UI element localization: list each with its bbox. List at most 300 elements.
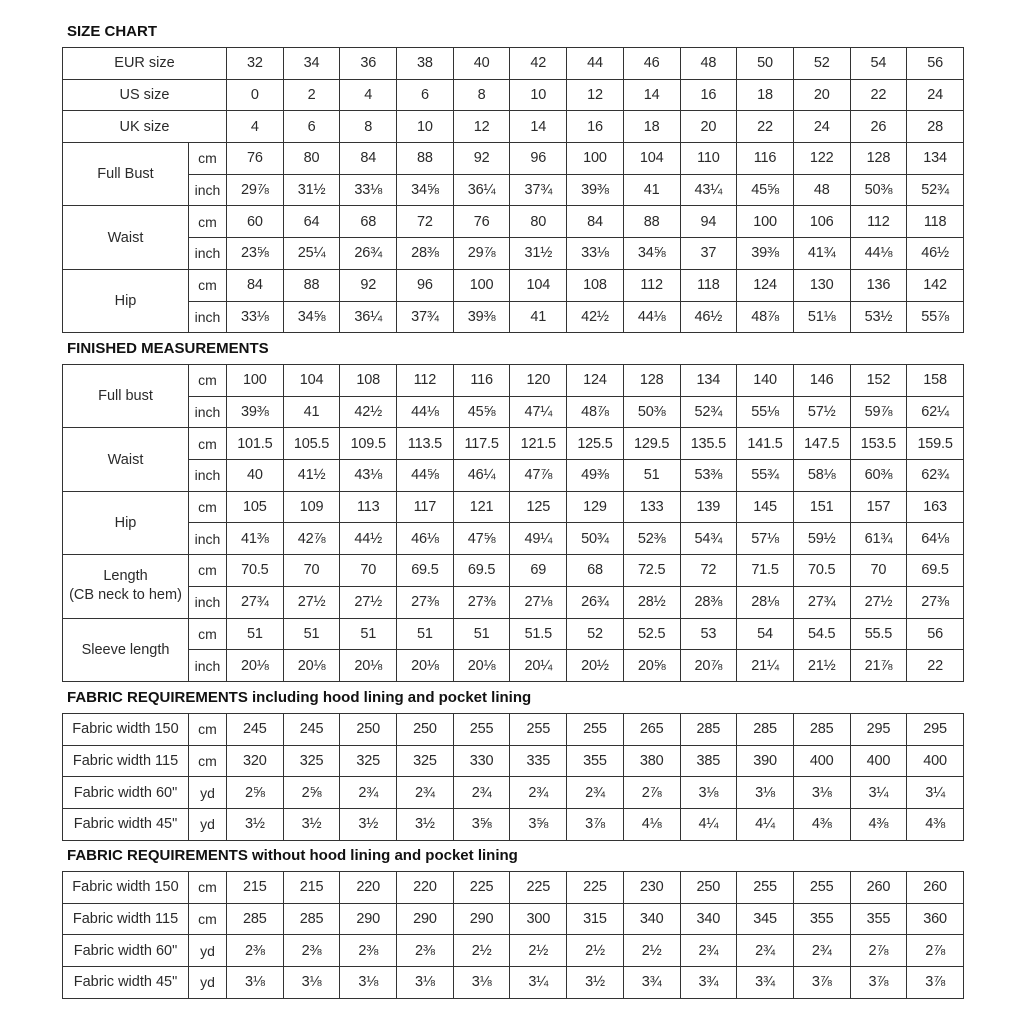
value-cell: 26	[850, 111, 907, 143]
value-cell: 390	[737, 745, 794, 777]
value-cell: 45⅝	[737, 174, 794, 206]
value-cell: 245	[227, 714, 284, 746]
unit-cell: cm	[189, 555, 227, 587]
value-cell: 54	[737, 618, 794, 650]
value-cell: 2½	[623, 935, 680, 967]
value-cell: 118	[680, 269, 737, 301]
measurement-label	[63, 206, 189, 269]
value-cell: 50	[737, 48, 794, 80]
value-cell: 43⅛	[340, 460, 397, 492]
value-cell: 59⅞	[850, 396, 907, 428]
value-cell: 255	[510, 714, 567, 746]
value-cell: 31½	[510, 238, 567, 270]
value-cell: 36	[340, 48, 397, 80]
value-cell: 55⅛	[737, 396, 794, 428]
value-cell: 20⅛	[340, 650, 397, 682]
value-cell: 3⅞	[907, 967, 964, 999]
value-cell: 100	[567, 143, 624, 175]
value-cell: 2¾	[340, 777, 397, 809]
value-cell: 55⅞	[907, 301, 964, 333]
value-cell: 42½	[567, 301, 624, 333]
value-cell: 41	[283, 396, 340, 428]
value-cell: 325	[340, 745, 397, 777]
value-cell: 105.5	[283, 428, 340, 460]
value-cell: 62¼	[907, 396, 964, 428]
value-cell: 146	[793, 365, 850, 397]
value-cell: 28⅜	[680, 586, 737, 618]
value-cell: 42	[510, 48, 567, 80]
table-row	[63, 903, 964, 935]
value-cell: 57⅛	[737, 523, 794, 555]
value-cell: 250	[680, 872, 737, 904]
value-cell: 52	[567, 618, 624, 650]
value-cell: 335	[510, 745, 567, 777]
table-row	[63, 967, 964, 999]
value-cell: 3½	[567, 967, 624, 999]
value-cell: 42⅞	[283, 523, 340, 555]
value-cell: 69.5	[907, 555, 964, 587]
value-cell: 3½	[397, 809, 454, 841]
table-row	[63, 714, 964, 746]
value-cell: 104	[510, 269, 567, 301]
value-cell: 46½	[907, 238, 964, 270]
value-cell: 2½	[453, 935, 510, 967]
value-cell: 157	[850, 491, 907, 523]
value-cell: 50⅜	[850, 174, 907, 206]
value-cell: 28	[907, 111, 964, 143]
value-cell: 255	[737, 872, 794, 904]
value-cell: 52¾	[680, 396, 737, 428]
table-row	[63, 269, 964, 301]
value-cell: 39⅜	[453, 301, 510, 333]
value-cell: 27½	[340, 586, 397, 618]
value-cell: 285	[227, 903, 284, 935]
value-cell: 4¼	[680, 809, 737, 841]
value-cell: 84	[340, 143, 397, 175]
value-cell: 3⅛	[737, 777, 794, 809]
value-cell: 31½	[283, 174, 340, 206]
value-cell: 2⅝	[227, 777, 284, 809]
table-row	[63, 555, 964, 587]
value-cell: 158	[907, 365, 964, 397]
value-cell: 41	[623, 174, 680, 206]
value-cell: 39⅜	[567, 174, 624, 206]
value-cell: 33⅛	[340, 174, 397, 206]
measurement-label	[63, 428, 189, 491]
unit-cell: inch	[189, 523, 227, 555]
value-cell: 290	[397, 903, 454, 935]
value-cell: 110	[680, 143, 737, 175]
value-cell: 151	[793, 491, 850, 523]
value-cell: 47⅝	[453, 523, 510, 555]
value-cell: 3⅛	[793, 777, 850, 809]
value-cell: 320	[227, 745, 284, 777]
value-cell: 113.5	[397, 428, 454, 460]
table-row	[63, 491, 964, 523]
measurement-label-text: Full bust	[98, 388, 153, 405]
table-row	[63, 48, 964, 80]
value-cell: 245	[283, 714, 340, 746]
value-cell: 44	[567, 48, 624, 80]
value-cell: 52⅜	[623, 523, 680, 555]
value-cell: 54.5	[793, 618, 850, 650]
value-cell: 117.5	[453, 428, 510, 460]
unit-cell: cm	[189, 491, 227, 523]
value-cell: 220	[397, 872, 454, 904]
value-cell: 108	[567, 269, 624, 301]
value-cell: 22	[850, 79, 907, 111]
value-cell: 76	[227, 143, 284, 175]
value-cell: 255	[793, 872, 850, 904]
value-cell: 20⅞	[680, 650, 737, 682]
value-cell: 3⅞	[567, 809, 624, 841]
value-cell: 285	[680, 714, 737, 746]
value-cell: 20⅛	[283, 650, 340, 682]
value-cell: 44⅛	[850, 238, 907, 270]
value-cell: 20½	[567, 650, 624, 682]
value-cell: 21½	[793, 650, 850, 682]
value-cell: 44⅛	[623, 301, 680, 333]
value-cell: 46⅛	[397, 523, 454, 555]
value-cell: 130	[793, 269, 850, 301]
value-cell: 12	[453, 111, 510, 143]
fabric-width-label: Fabric width 115	[63, 745, 189, 777]
fabric-with-lining-table	[62, 713, 964, 841]
value-cell: 39⅜	[737, 238, 794, 270]
value-cell: 55¾	[737, 460, 794, 492]
value-cell: 122	[793, 143, 850, 175]
value-cell: 0	[227, 79, 284, 111]
value-cell: 60⅜	[850, 460, 907, 492]
value-cell: 24	[907, 79, 964, 111]
value-cell: 12	[567, 79, 624, 111]
value-cell: 400	[907, 745, 964, 777]
value-cell: 92	[340, 269, 397, 301]
value-cell: 128	[850, 143, 907, 175]
value-cell: 28⅛	[737, 586, 794, 618]
value-cell: 2¾	[793, 935, 850, 967]
value-cell: 69.5	[397, 555, 454, 587]
value-cell: 18	[737, 79, 794, 111]
value-cell: 34⅝	[283, 301, 340, 333]
value-cell: 59½	[793, 523, 850, 555]
value-cell: 43¼	[680, 174, 737, 206]
value-cell: 27⅜	[397, 586, 454, 618]
value-cell: 51	[283, 618, 340, 650]
value-cell: 41	[510, 301, 567, 333]
value-cell: 3½	[227, 809, 284, 841]
value-cell: 4⅜	[793, 809, 850, 841]
unit-cell: cm	[189, 745, 227, 777]
value-cell: 355	[850, 903, 907, 935]
value-cell: 26¾	[567, 586, 624, 618]
value-cell: 41½	[283, 460, 340, 492]
value-cell: 51	[453, 618, 510, 650]
value-cell: 55.5	[850, 618, 907, 650]
value-cell: 124	[737, 269, 794, 301]
value-cell: 400	[850, 745, 907, 777]
value-cell: 53½	[850, 301, 907, 333]
value-cell: 16	[567, 111, 624, 143]
value-cell: 260	[907, 872, 964, 904]
value-cell: 88	[623, 206, 680, 238]
value-cell: 220	[340, 872, 397, 904]
value-cell: 255	[567, 714, 624, 746]
table-row	[63, 586, 964, 618]
value-cell: 20¼	[510, 650, 567, 682]
value-cell: 20⅛	[453, 650, 510, 682]
value-cell: 26¾	[340, 238, 397, 270]
measurement-label	[63, 365, 189, 428]
unit-cell: cm	[189, 903, 227, 935]
value-cell: 28⅜	[397, 238, 454, 270]
value-cell: 3⅞	[793, 967, 850, 999]
value-cell: 72	[397, 206, 454, 238]
measurement-label-text: Full Bust	[97, 166, 154, 183]
table-row	[63, 428, 964, 460]
value-cell: 69	[510, 555, 567, 587]
table-row	[63, 777, 964, 809]
value-cell: 46	[623, 48, 680, 80]
measurement-label-text: Length	[103, 568, 148, 585]
value-cell: 290	[453, 903, 510, 935]
value-cell: 27⅜	[907, 586, 964, 618]
value-cell: 20⅛	[397, 650, 454, 682]
value-cell: 153.5	[850, 428, 907, 460]
value-cell: 25¼	[283, 238, 340, 270]
value-cell: 41¾	[793, 238, 850, 270]
fabric-width-label: Fabric width 150	[63, 714, 189, 746]
value-cell: 51	[623, 460, 680, 492]
value-cell: 70	[283, 555, 340, 587]
value-cell: 285	[793, 714, 850, 746]
value-cell: 8	[340, 111, 397, 143]
table-row	[63, 365, 964, 397]
value-cell: 6	[283, 111, 340, 143]
value-cell: 255	[453, 714, 510, 746]
value-cell: 3⅝	[510, 809, 567, 841]
value-cell: 121	[453, 491, 510, 523]
value-cell: 84	[567, 206, 624, 238]
value-cell: 2⅜	[340, 935, 397, 967]
unit-cell: cm	[189, 428, 227, 460]
value-cell: 2⅜	[283, 935, 340, 967]
value-cell: 33⅛	[227, 301, 284, 333]
value-cell: 4	[340, 79, 397, 111]
value-cell: 24	[793, 111, 850, 143]
table-row	[63, 301, 964, 333]
value-cell: 94	[680, 206, 737, 238]
value-cell: 3⅞	[850, 967, 907, 999]
fabric-width-label: Fabric width 45"	[63, 809, 189, 841]
table-row	[63, 618, 964, 650]
value-cell: 46¼	[453, 460, 510, 492]
value-cell: 39⅜	[227, 396, 284, 428]
value-cell: 2⅜	[227, 935, 284, 967]
value-cell: 29⅞	[227, 174, 284, 206]
value-cell: 120	[510, 365, 567, 397]
value-cell: 225	[453, 872, 510, 904]
value-cell: 40	[227, 460, 284, 492]
table-row	[63, 809, 964, 841]
value-cell: 125.5	[567, 428, 624, 460]
value-cell: 112	[397, 365, 454, 397]
value-cell: 230	[623, 872, 680, 904]
value-cell: 3⅛	[453, 967, 510, 999]
value-cell: 16	[680, 79, 737, 111]
value-cell: 3¼	[850, 777, 907, 809]
value-cell: 84	[227, 269, 284, 301]
value-cell: 44⅛	[397, 396, 454, 428]
value-cell: 152	[850, 365, 907, 397]
value-cell: 225	[510, 872, 567, 904]
value-cell: 52	[793, 48, 850, 80]
value-cell: 88	[397, 143, 454, 175]
measurement-label-text: Hip	[114, 514, 137, 531]
value-cell: 121.5	[510, 428, 567, 460]
measurement-label-text: Waist	[107, 451, 144, 468]
value-cell: 250	[340, 714, 397, 746]
value-cell: 68	[340, 206, 397, 238]
table-row	[63, 238, 964, 270]
value-cell: 33⅛	[567, 238, 624, 270]
value-cell: 139	[680, 491, 737, 523]
value-cell: 69.5	[453, 555, 510, 587]
value-cell: 340	[623, 903, 680, 935]
value-cell: 4¼	[737, 809, 794, 841]
value-cell: 64	[283, 206, 340, 238]
value-cell: 80	[510, 206, 567, 238]
value-cell: 62¾	[907, 460, 964, 492]
finished-measurements-title: FINISHED MEASUREMENTS	[67, 340, 269, 357]
value-cell: 142	[907, 269, 964, 301]
value-cell: 48	[793, 174, 850, 206]
value-cell: 340	[680, 903, 737, 935]
table-row	[63, 143, 964, 175]
value-cell: 34⅝	[623, 238, 680, 270]
unit-cell: inch	[189, 460, 227, 492]
value-cell: 48	[680, 48, 737, 80]
value-cell: 300	[510, 903, 567, 935]
value-cell: 113	[340, 491, 397, 523]
table-row	[63, 174, 964, 206]
value-cell: 72.5	[623, 555, 680, 587]
unit-cell: yd	[189, 935, 227, 967]
value-cell: 37¾	[510, 174, 567, 206]
value-cell: 58⅛	[793, 460, 850, 492]
value-cell: 2⅞	[907, 935, 964, 967]
value-cell: 215	[283, 872, 340, 904]
unit-cell: cm	[189, 714, 227, 746]
value-cell: 61¾	[850, 523, 907, 555]
value-cell: 51.5	[510, 618, 567, 650]
fabric-width-label: Fabric width 60"	[63, 777, 189, 809]
value-cell: 295	[907, 714, 964, 746]
value-cell: 3⅛	[227, 967, 284, 999]
value-cell: 27⅜	[453, 586, 510, 618]
value-cell: 3¾	[680, 967, 737, 999]
value-cell: 54	[850, 48, 907, 80]
fabric-with-lining-title: FABRIC REQUIREMENTS including hood lining and pocket lining	[67, 689, 532, 706]
measurement-label	[63, 143, 189, 206]
value-cell: 38	[397, 48, 454, 80]
value-cell: 56	[907, 48, 964, 80]
value-cell: 134	[680, 365, 737, 397]
value-cell: 116	[453, 365, 510, 397]
value-cell: 47¼	[510, 396, 567, 428]
value-cell: 2⅞	[850, 935, 907, 967]
value-cell: 37	[680, 238, 737, 270]
value-cell: 145	[737, 491, 794, 523]
size-row-label: EUR size	[63, 48, 227, 80]
value-cell: 41⅜	[227, 523, 284, 555]
value-cell: 4⅜	[907, 809, 964, 841]
value-cell: 21⅞	[850, 650, 907, 682]
value-cell: 28½	[623, 586, 680, 618]
value-cell: 147.5	[793, 428, 850, 460]
value-cell: 129	[567, 491, 624, 523]
measurement-label-text: Waist	[107, 229, 144, 246]
value-cell: 250	[397, 714, 454, 746]
value-cell: 27½	[850, 586, 907, 618]
value-cell: 2½	[567, 935, 624, 967]
value-cell: 3⅛	[680, 777, 737, 809]
value-cell: 70.5	[793, 555, 850, 587]
value-cell: 53⅜	[680, 460, 737, 492]
value-cell: 20	[680, 111, 737, 143]
value-cell: 109.5	[340, 428, 397, 460]
value-cell: 134	[907, 143, 964, 175]
table-row	[63, 935, 964, 967]
value-cell: 100	[453, 269, 510, 301]
value-cell: 109	[283, 491, 340, 523]
value-cell: 106	[793, 206, 850, 238]
value-cell: 68	[567, 555, 624, 587]
value-cell: 8	[453, 79, 510, 111]
size-chart-title: SIZE CHART	[67, 23, 157, 40]
measurement-label-subtext: (CB neck to hem)	[69, 587, 182, 604]
value-cell: 2¾	[737, 935, 794, 967]
value-cell: 27⅛	[510, 586, 567, 618]
value-cell: 3⅛	[340, 967, 397, 999]
value-cell: 355	[793, 903, 850, 935]
value-cell: 104	[283, 365, 340, 397]
value-cell: 2¾	[680, 935, 737, 967]
fabric-without-lining-table	[62, 871, 964, 999]
value-cell: 71.5	[737, 555, 794, 587]
value-cell: 52¾	[907, 174, 964, 206]
value-cell: 108	[340, 365, 397, 397]
value-cell: 2	[283, 79, 340, 111]
value-cell: 4⅛	[623, 809, 680, 841]
value-cell: 4⅜	[850, 809, 907, 841]
value-cell: 34	[283, 48, 340, 80]
value-cell: 50⅜	[623, 396, 680, 428]
value-cell: 4	[227, 111, 284, 143]
value-cell: 20⅛	[227, 650, 284, 682]
value-cell: 2¾	[510, 777, 567, 809]
value-cell: 2½	[510, 935, 567, 967]
value-cell: 295	[850, 714, 907, 746]
value-cell: 117	[397, 491, 454, 523]
value-cell: 54¾	[680, 523, 737, 555]
value-cell: 330	[453, 745, 510, 777]
value-cell: 3¼	[907, 777, 964, 809]
value-cell: 6	[397, 79, 454, 111]
value-cell: 46½	[680, 301, 737, 333]
value-cell: 3⅛	[397, 967, 454, 999]
value-cell: 3¾	[737, 967, 794, 999]
